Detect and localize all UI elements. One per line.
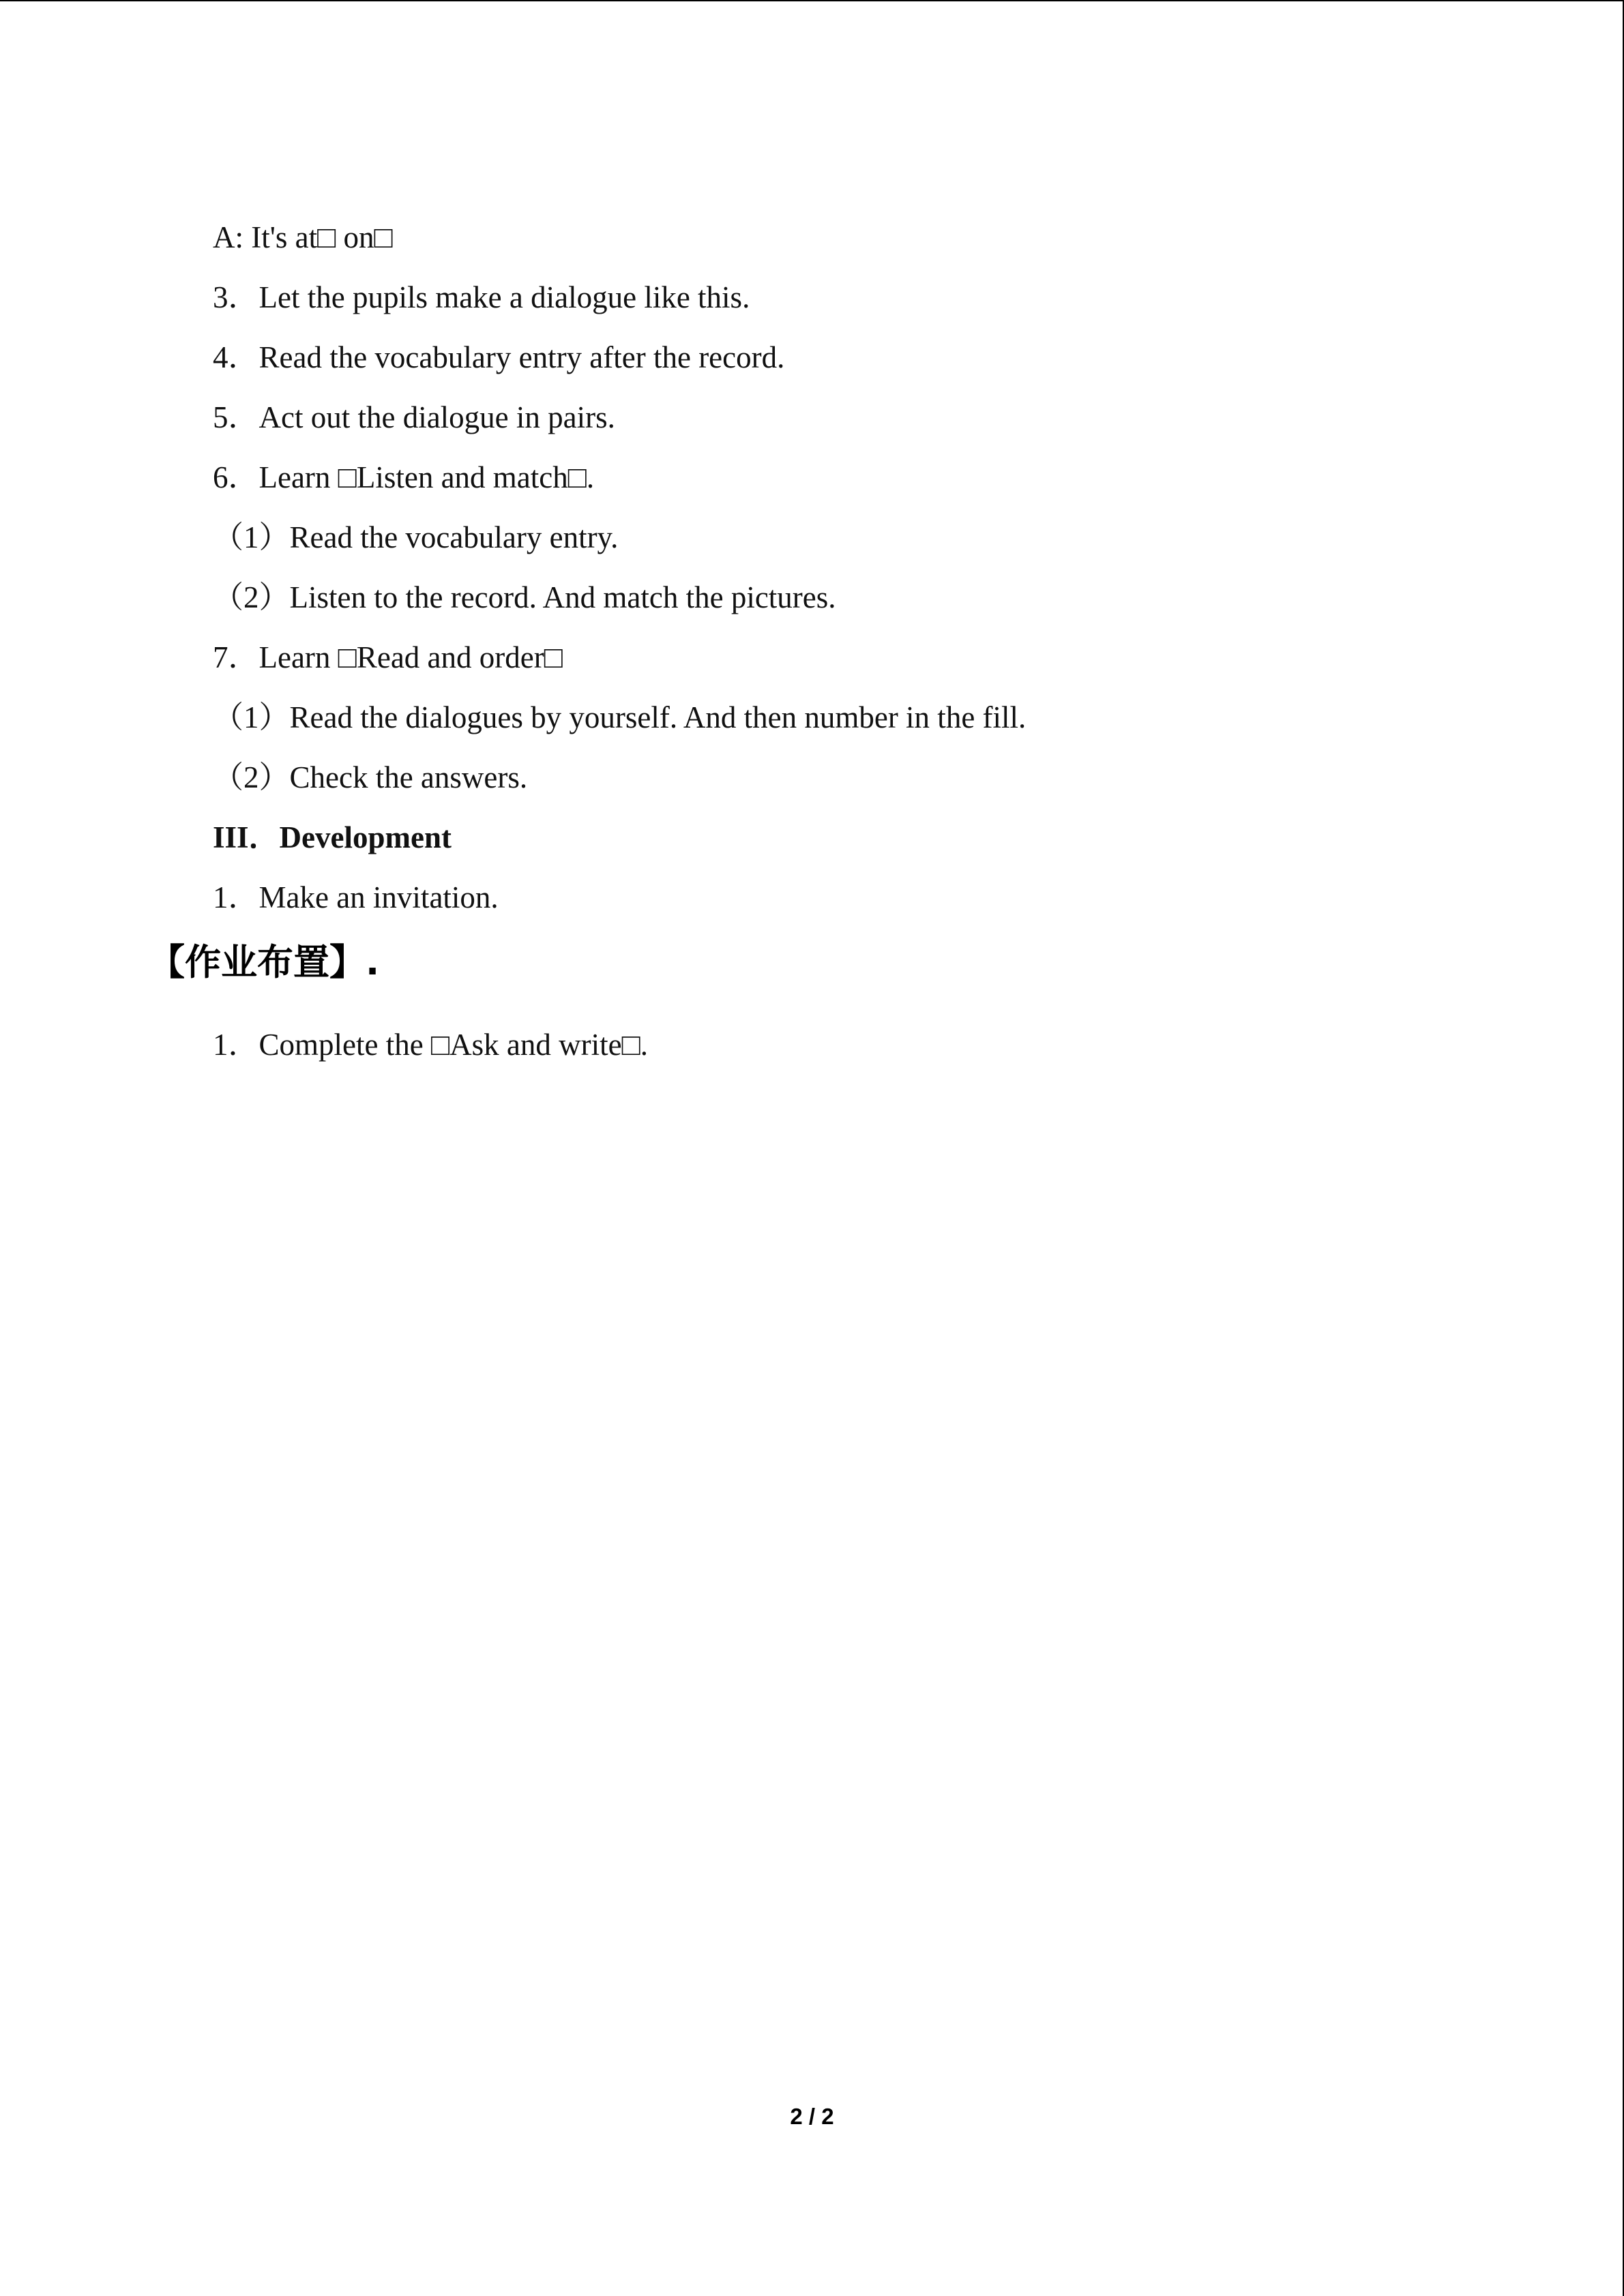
step-7-substep-1: （1）Read the dialogues by yourself. And then number in the fill. xyxy=(213,700,1027,734)
step-5-line: 5．Act out the dialogue in pairs. xyxy=(213,400,615,434)
step-6-substep-2: （2）Listen to the record. And match the pictures. xyxy=(213,580,836,614)
step-3-line: 3．Let the pupils make a dialogue like this. xyxy=(213,280,750,314)
step-7-line: 7．Learn □Read and order□ xyxy=(213,640,563,674)
answer-line: A: It's at□ on□ xyxy=(213,220,393,254)
homework-step-1: 1．Complete the □Ask and write□. xyxy=(213,1028,648,1062)
homework-heading: 【作业布置】. xyxy=(149,942,380,983)
page-number: 2 / 2 xyxy=(790,2104,834,2129)
development-step-1: 1．Make an invitation. xyxy=(213,880,499,914)
step-6-line: 6．Learn □Listen and match□. xyxy=(213,460,595,494)
section-heading-development: III．Development xyxy=(213,820,452,854)
step-6-substep-1: （1）Read the vocabulary entry. xyxy=(213,520,619,554)
step-7-substep-2: （2）Check the answers. xyxy=(213,760,528,794)
step-4-line: 4．Read the vocabulary entry after the record. xyxy=(213,340,785,374)
